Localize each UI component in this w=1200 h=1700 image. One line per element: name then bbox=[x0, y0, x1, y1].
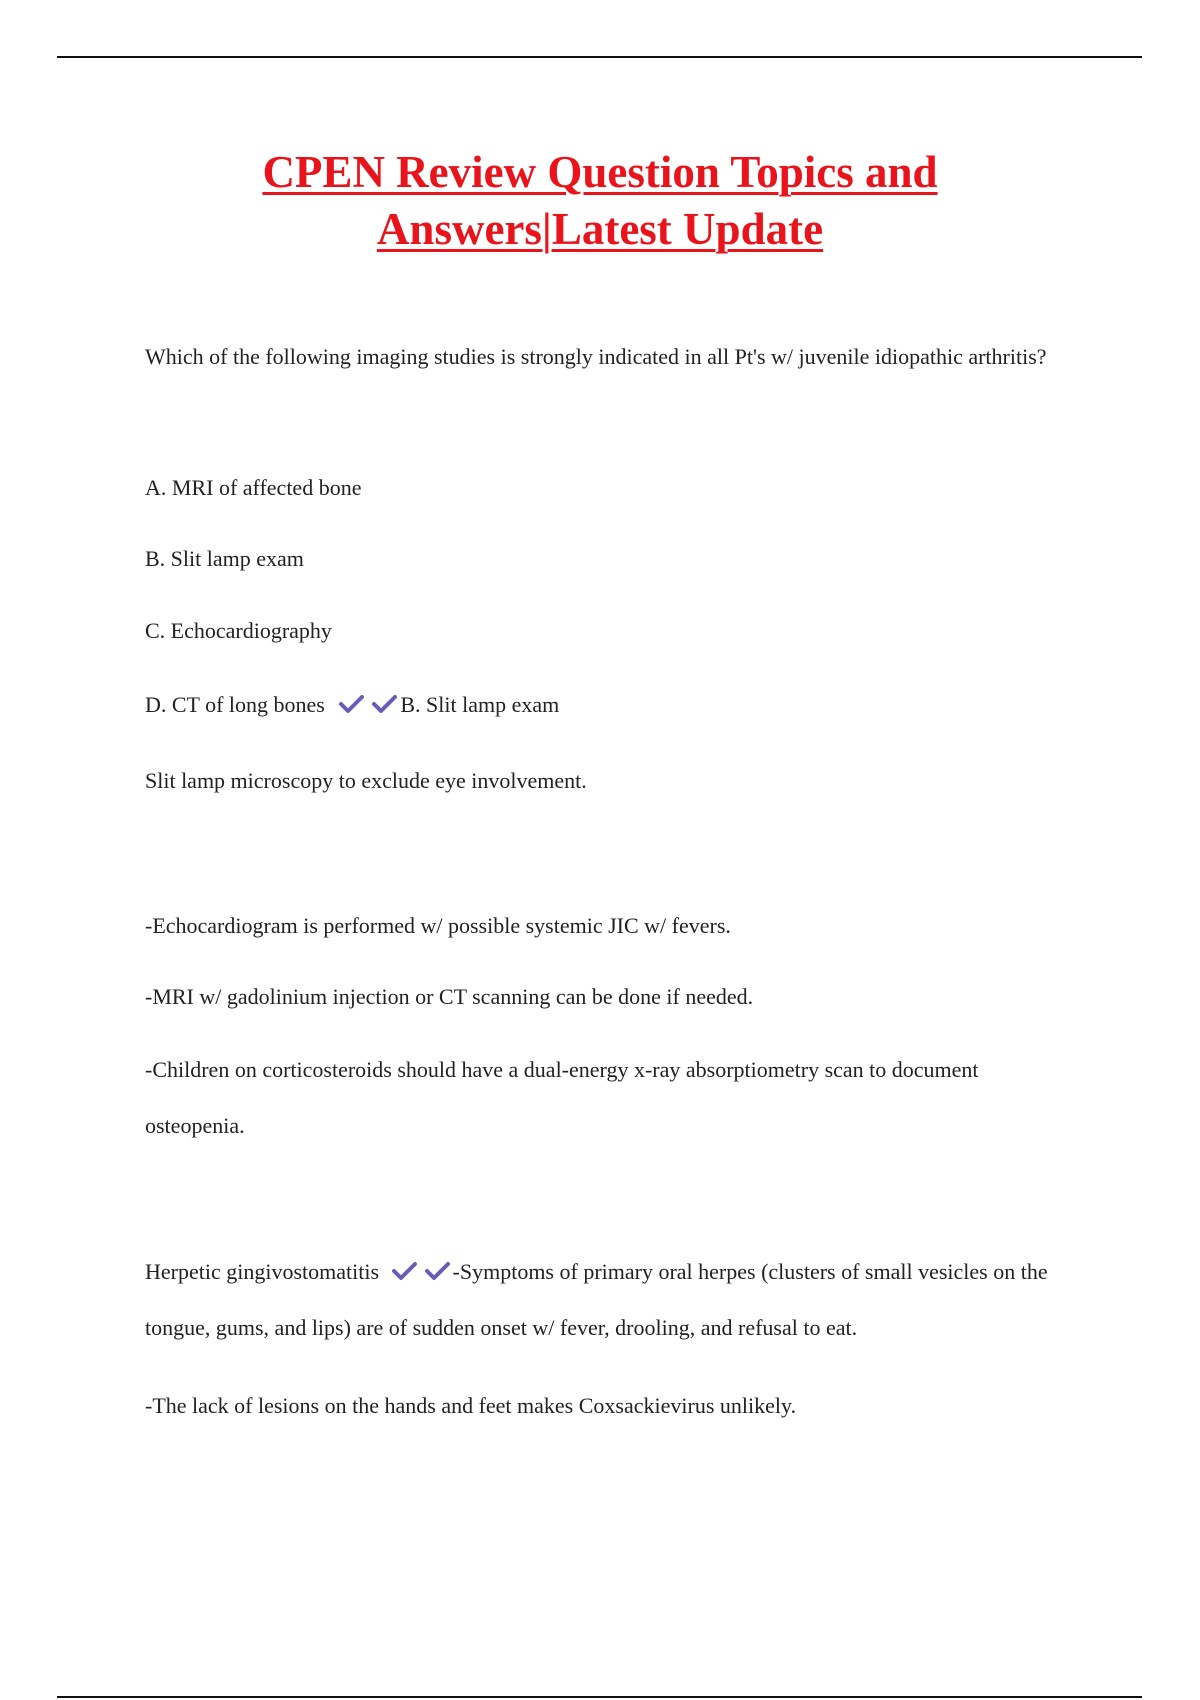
title-line-2: Answers|Latest Update bbox=[376, 204, 824, 254]
checkmark-icon bbox=[338, 693, 365, 715]
option-c: C. Echocardiography bbox=[145, 618, 332, 643]
option-a: A. MRI of affected bone bbox=[145, 475, 362, 500]
rationale-1: Slit lamp microscopy to exclude eye involvement. bbox=[145, 768, 587, 793]
checkmark-icon bbox=[391, 1260, 418, 1282]
title-line-1: CPEN Review Question Topics and bbox=[262, 147, 938, 197]
option-b: B. Slit lamp exam bbox=[145, 546, 304, 571]
bottom-rule bbox=[57, 1696, 1142, 1698]
top-rule bbox=[57, 56, 1142, 58]
option-d: D. CT of long bones bbox=[145, 692, 325, 717]
question-2-note-1: -The lack of lesions on the hands and feet makes Coxsackievirus unlikely. bbox=[145, 1393, 797, 1418]
question-2-term: Herpetic gingivostomatitis bbox=[145, 1259, 380, 1284]
answer-1: B. Slit lamp exam bbox=[400, 692, 560, 717]
note-3: -Children on corticosteroids should have a dual-energy x-ray absorptiometry scan to document osteopenia. bbox=[145, 1057, 979, 1138]
answer-2: -Symptoms of primary oral herpes (clusters of small vesicles on the tongue, gums, and lips) are of sudden onset w/ fever, drooling, and refusal to eat. bbox=[145, 1259, 1048, 1340]
checkmark-icon bbox=[424, 1260, 451, 1282]
note-1: -Echocardiogram is performed w/ possible systemic JIC w/ fevers. bbox=[145, 913, 731, 938]
question-1-stem: Which of the following imaging studies is strongly indicated in all Pt's w/ juvenile idiopathic arthritis? bbox=[145, 344, 1047, 369]
note-2: -MRI w/ gadolinium injection or CT scanning can be done if needed. bbox=[145, 984, 754, 1009]
option-d-with-answer bbox=[145, 677, 1080, 733]
document-title bbox=[0, 144, 1200, 258]
checkmark-icon bbox=[371, 693, 398, 715]
question-2-term-with-answer bbox=[145, 1244, 1080, 1356]
